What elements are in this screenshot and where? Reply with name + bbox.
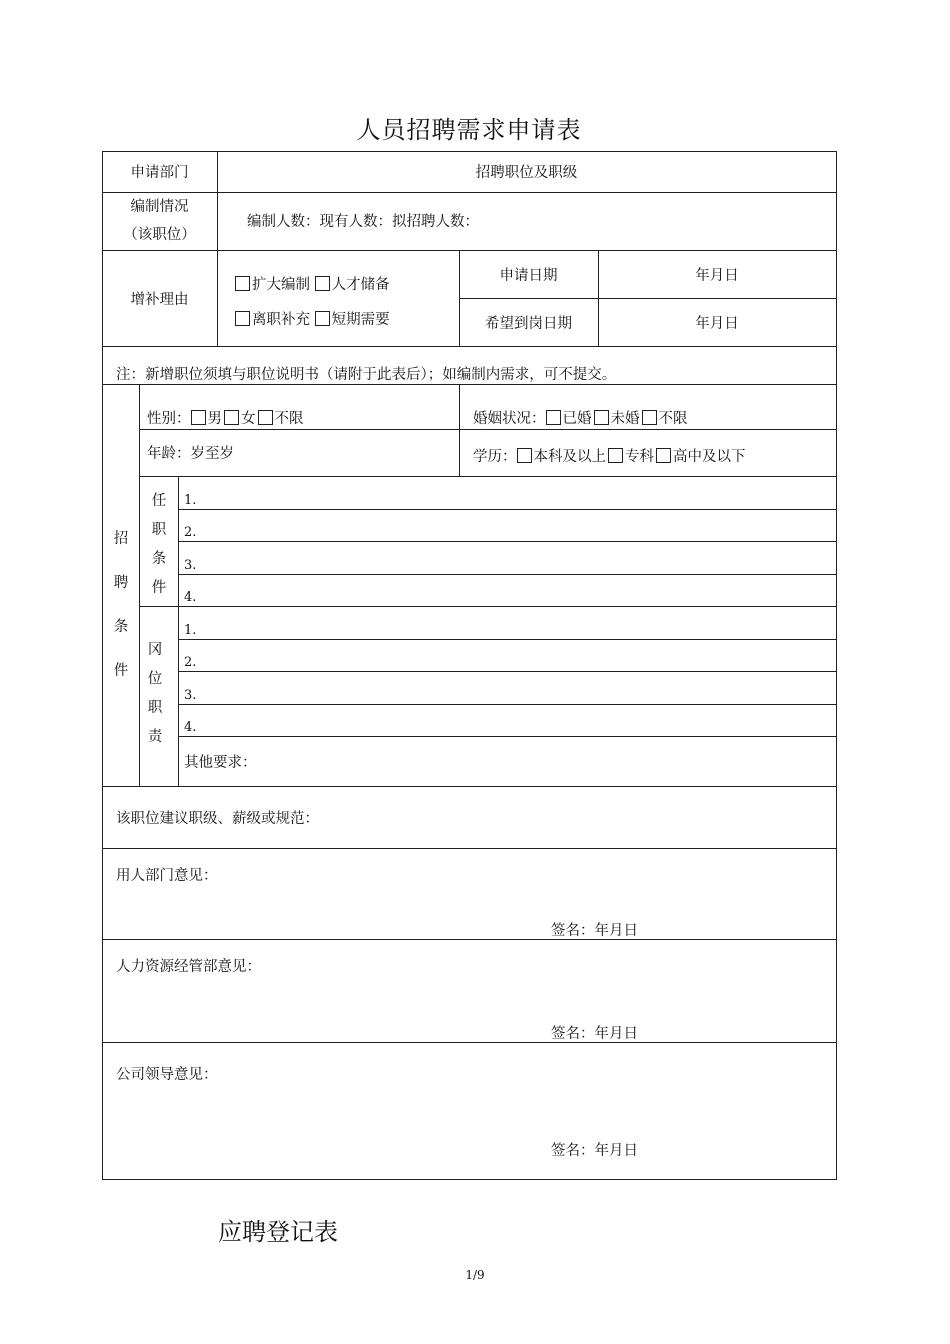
page-number: 1/9 bbox=[465, 1268, 485, 1282]
checkbox[interactable] bbox=[608, 448, 623, 463]
gender-label: 性别： bbox=[147, 411, 191, 427]
requirements-section-label bbox=[111, 517, 131, 693]
hr-opinion-sign: 签名：年月日 bbox=[551, 1026, 638, 1042]
checkbox[interactable] bbox=[258, 410, 273, 425]
checkbox[interactable] bbox=[546, 410, 561, 425]
gender-option: 男 bbox=[207, 411, 222, 427]
hr-opinion-label: 人力资源经管部意见： bbox=[116, 959, 261, 975]
marital-label: 婚姻状况： bbox=[473, 411, 546, 427]
checkbox[interactable] bbox=[315, 311, 330, 326]
other-requirements: 其他要求： bbox=[184, 755, 257, 771]
reason-label: 增补理由 bbox=[130, 292, 189, 308]
duties-label bbox=[145, 636, 165, 752]
education-label: 学历： bbox=[473, 449, 517, 465]
dept-opinion-label: 用人部门意见： bbox=[116, 868, 218, 884]
qualification-item: 2. bbox=[184, 525, 197, 540]
next-form-title: 应聘登记表 bbox=[218, 1218, 338, 1246]
age-field: 年龄：岁至岁 bbox=[147, 446, 234, 462]
gender-field bbox=[147, 410, 304, 428]
gender-option: 女 bbox=[241, 411, 256, 427]
checkbox[interactable] bbox=[191, 410, 206, 425]
reason-option: 短期需要 bbox=[331, 312, 390, 328]
checkbox[interactable] bbox=[594, 410, 609, 425]
education-field bbox=[473, 448, 746, 466]
marital-option: 不限 bbox=[658, 411, 688, 427]
gender-option: 不限 bbox=[274, 411, 304, 427]
apply-date-label: 申请日期 bbox=[499, 268, 558, 284]
checkbox[interactable] bbox=[224, 410, 239, 425]
reason-option: 扩大编制 bbox=[252, 277, 310, 293]
leader-opinion-sign: 签名：年月日 bbox=[551, 1143, 638, 1159]
reason-option: 离职补充 bbox=[252, 312, 310, 328]
arrive-date-value: 年月日 bbox=[695, 316, 739, 332]
checkbox[interactable] bbox=[642, 410, 657, 425]
form-title: 人员招聘需求申请表 bbox=[356, 116, 582, 144]
duty-item: 3. bbox=[184, 688, 197, 703]
marital-option: 未婚 bbox=[610, 411, 640, 427]
duty-item: 2. bbox=[184, 655, 197, 670]
staffing-sublabel: （该职位） bbox=[123, 227, 196, 243]
reason-options-row2 bbox=[235, 311, 390, 329]
checkbox[interactable] bbox=[656, 448, 671, 463]
duty-item: 1. bbox=[184, 623, 197, 638]
education-option: 高中及以下 bbox=[673, 449, 746, 465]
staffing-content: 编制人数：现有人数：拟招聘人数： bbox=[247, 214, 479, 230]
checkbox[interactable] bbox=[517, 448, 532, 463]
qualification-item: 4. bbox=[184, 590, 197, 605]
checkbox[interactable] bbox=[235, 311, 250, 326]
education-option: 本科及以上 bbox=[533, 449, 606, 465]
dept-opinion-sign: 签名：年月日 bbox=[551, 923, 638, 939]
qualifications-label-text: 任 职 条 件 bbox=[151, 493, 167, 596]
arrive-date-label: 希望到岗日期 bbox=[485, 316, 572, 332]
checkbox[interactable] bbox=[315, 276, 330, 291]
staffing-label: 编制情况 bbox=[130, 199, 189, 215]
note-text: 注：新增职位须填与职位说明书（请附于此表后）；如编制内需求，可不提交。 bbox=[116, 367, 617, 383]
dept-label: 申请部门 bbox=[130, 165, 189, 181]
checkbox[interactable] bbox=[235, 276, 250, 291]
leader-opinion-label: 公司领导意见： bbox=[116, 1067, 218, 1083]
marital-field bbox=[473, 410, 688, 428]
qualifications-label bbox=[149, 487, 169, 603]
qualification-item: 3. bbox=[184, 558, 197, 573]
suggest-label: 该职位建议职级、薪级或规范： bbox=[116, 811, 319, 827]
apply-date-value: 年月日 bbox=[695, 268, 739, 284]
reason-option: 人才储备 bbox=[331, 277, 390, 293]
position-label: 招聘职位及职级 bbox=[475, 165, 578, 181]
requirements-label-text: 招 聘 条 件 bbox=[113, 531, 129, 679]
reason-options-row1 bbox=[235, 276, 390, 294]
qualification-item: 1. bbox=[184, 493, 197, 508]
duty-item: 4. bbox=[184, 720, 197, 735]
duties-label-text: 冈 位 职 责 bbox=[147, 642, 163, 745]
education-option: 专科 bbox=[625, 449, 654, 465]
marital-option: 已婚 bbox=[562, 411, 592, 427]
